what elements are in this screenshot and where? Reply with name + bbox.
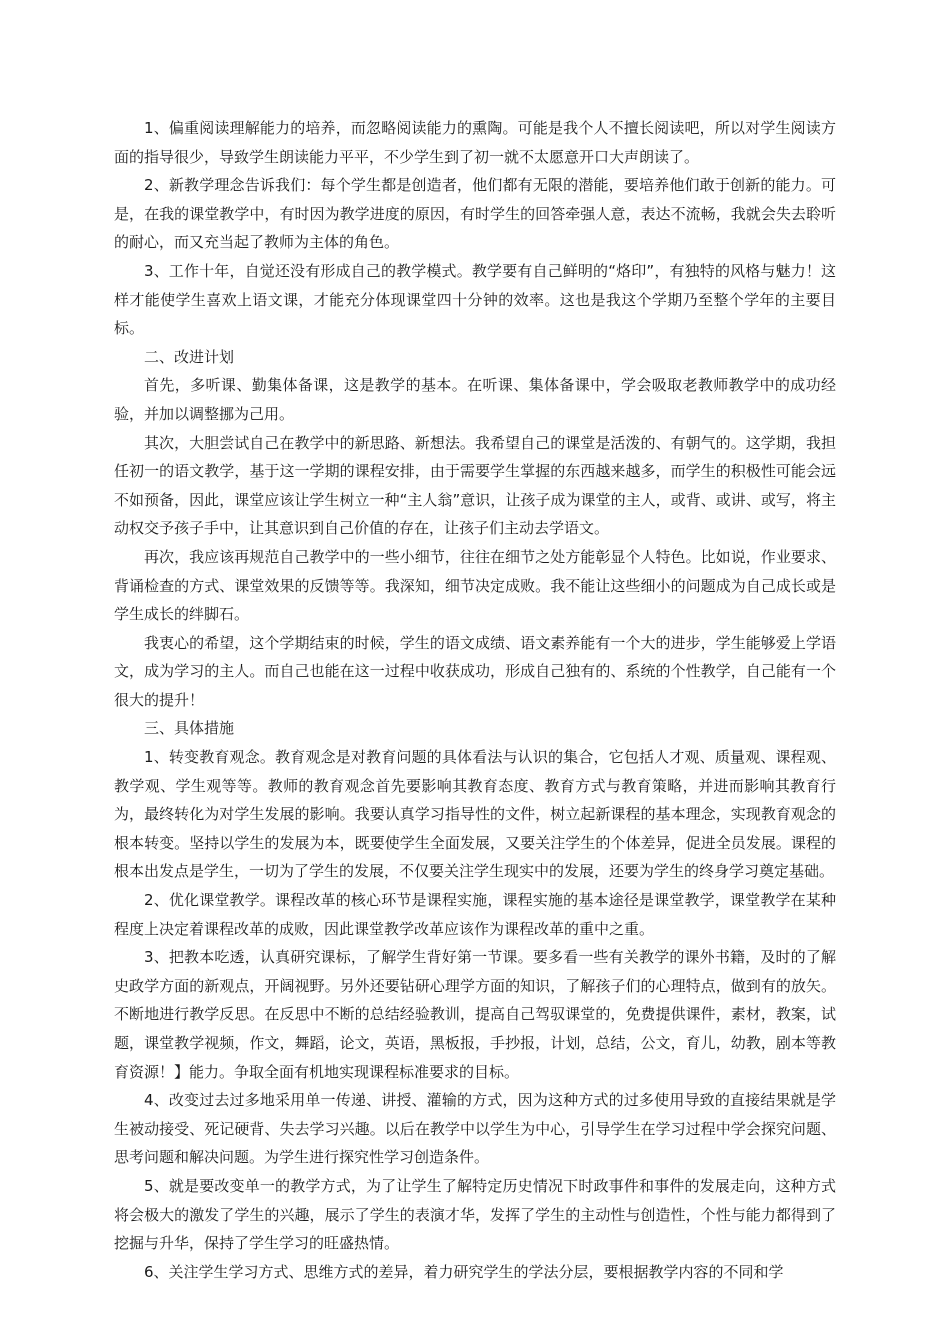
paragraph-plan-second: 其次，大胆尝试自己在教学中的新思路、新想法。我希望自己的课堂是活泼的、有朝气的。这学期，我担任初一的语文教学，基于这一学期的课程安排，由于需要学生掌握的东西越来越多，而学生的积极性可能会远不如预备，因此，课堂应该让学生树立一种“主人翁”意识，让孩子成为课堂的主人，或背、或讲、或写，将主动权交予孩子手中，让其意识到自己价值的存在，让孩子们主动去学语文。 xyxy=(114,433,836,538)
paragraph-measure-1: 1、转变教育观念。教育观念是对教育问题的具体看法与认识的集合，它包括人才观、质量观、课程观、教学观、学生观等等。教师的教育观念首先要影响其教育态度、教育方式与教育策略，并进而影响其教育行为，最终转化为对学生发展的影响。我要认真学习指导性的文件，树立起新课程的基本理念，实现教育观念的根本转变。坚持以学生的发展为本，既要使学生全面发展，又要关注学生的个体差异，促进全员发展。课程的根本出发点是学生，一切为了学生的发展，不仅要关注学生现实中的发展，还要为学生的终身学习奠定基础。 xyxy=(114,748,836,881)
section-heading-specific-measures: 三、具体措施 xyxy=(144,719,235,738)
paragraph-measure-3: 3、把教本吃透，认真研究课标，了解学生背好第一节课。要多看一些有关教学的课外书籍，及时的了解史政学方面的新观点，开阔视野。另外还要钻研心理学方面的知识，了解孩子们的心理特点，做到有的放矢。不断地进行教学反思。在反思中不断的总结经验教训，提高自己驾驭课堂的，免费提供课件，素材，教案，试题，课堂教学视频，作文，舞蹈，论文，英语，黑板报，手抄报，计划，总结，公文，育儿，幼教，剧本等教育资源！】能力。争取全面有机地实现课程标准要求的目标。 xyxy=(114,948,836,1081)
document-page xyxy=(114,114,836,1286)
paragraph-reflection-2: 2、新教学理念告诉我们：每个学生都是创造者，他们都有无限的潜能，要培养他们敢于创新的能力。可是，在我的课堂教学中，有时因为教学进度的原因，有时学生的回答牵强人意，表达不流畅，我就会失去聆听的耐心，而又充当起了教师为主体的角色。 xyxy=(114,176,836,252)
paragraph-reflection-3: 3、工作十年，自觉还没有形成自己的教学模式。教学要有自己鲜明的“烙印”，有独特的风格与魅力！这样才能使学生喜欢上语文课，才能充分体现课堂四十分钟的效率。这也是我这个学期乃至整个学年的主要目标。 xyxy=(114,261,836,338)
paragraph-measure-5: 5、就是要改变单一的教学方式，为了让学生了解特定历史情况下时政事件和事件的发展走向，这种方式将会极大的激发了学生的兴趣，展示了学生的表演才华，发挥了学生的主动性与创造性，个性与能力都得到了挖掘与升华，保持了学生学习的旺盛热情。 xyxy=(114,1176,836,1253)
paragraph-plan-third: 再次，我应该再规范自己教学中的一些小细节，往往在细节之处方能彰显个人特色。比如说，作业要求、背诵检查的方式、课堂效果的反馈等等。我深知，细节决定成败。我不能让这些细小的问题成为自己成长或是学生成长的绊脚石。 xyxy=(114,547,836,624)
paragraph-plan-first: 首先，多听课、勤集体备课，这是教学的基本。在听课、集体备课中，学会吸取老教师教学中的成功经验，并加以调整挪为己用。 xyxy=(114,376,836,423)
section-heading-improvement-plan: 二、改进计划 xyxy=(144,347,235,366)
paragraph-measure-2: 2、优化课堂教学。课程改革的核心环节是课程实施，课程实施的基本途径是课堂教学，课堂教学在某种程度上决定着课程改革的成败，因此课堂教学改革应该作为课程改革的重中之重。 xyxy=(114,891,836,938)
paragraph-reflection-1: 1、偏重阅读理解能力的培养，而忽略阅读能力的熏陶。可能是我个人不擅长阅读吧，所以对学生阅读方面的指导很少，导致学生朗读能力平平，不少学生到了初一就不太愿意开口大声朗读了。 xyxy=(114,119,836,166)
paragraph-measure-4: 4、改变过去过多地采用单一传递、讲授、灌输的方式，因为这种方式的过多使用导致的直接结果就是学生被动接受、死记硬背、失去学习兴趣。以后在教学中以学生为中心，引导学生在学习过程中学会探究问题、思考问题和解决问题。为学生进行探究性学习创造条件。 xyxy=(114,1091,836,1167)
paragraph-plan-hope: 我衷心的希望，这个学期结束的时候，学生的语文成绩、语文素养能有一个大的进步，学生能够爱上学语文，成为学习的主人。而自己也能在这一过程中收获成功，形成自己独有的、系统的个性教学，自己能有一个很大的提升！ xyxy=(114,633,836,709)
paragraph-measure-6: 6、关注学生学习方式、思维方式的差异，着力研究学生的学法分层，要根据教学内容的不同和学 xyxy=(144,1262,784,1281)
